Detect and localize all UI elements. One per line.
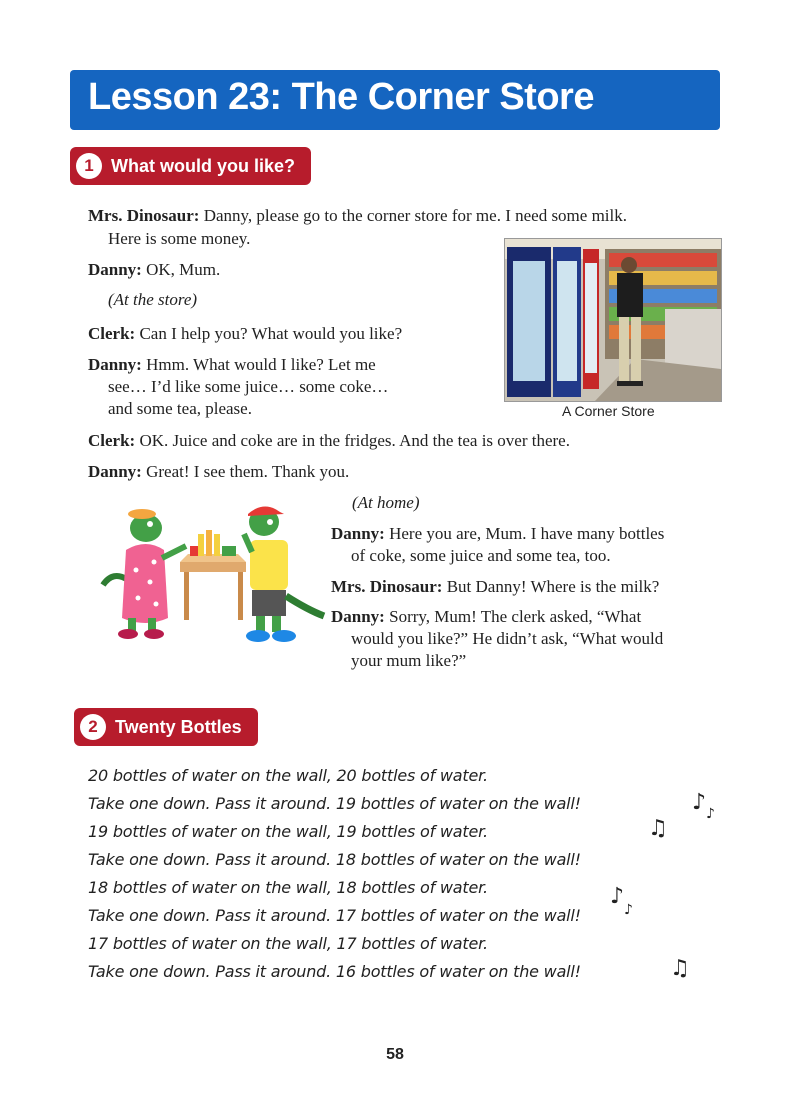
- dialogue-line: and some tea, please.: [108, 399, 252, 418]
- dialogue-line: of coke, some juice and some tea, too.: [351, 546, 611, 565]
- song-line: Take one down. Pass it around. 19 bottles of water on the wall!: [88, 794, 581, 813]
- dialogue-line: Clerk: OK. Juice and coke are in the fridges. And the tea is over there.: [88, 431, 570, 450]
- music-note-icon: ♪: [692, 790, 707, 815]
- dialogue-line: Danny: Hmm. What would I like? Let me: [88, 355, 376, 374]
- dialogue-line: Danny: OK, Mum.: [88, 260, 221, 279]
- dialogue-line: Mrs. Dinosaur: But Danny! Where is the milk?: [331, 577, 660, 596]
- dialogue-line: Danny: Here you are, Mum. I have many bottles: [331, 524, 665, 543]
- section-2-label: Twenty Bottles: [115, 716, 242, 737]
- music-note-icon: ♪: [610, 884, 625, 909]
- music-note-icon: ♪: [624, 902, 633, 918]
- song-line: 17 bottles of water on the wall, 17 bottles of water.: [88, 934, 488, 953]
- dialogue-line: would you like?” He didn’t ask, “What would: [351, 629, 664, 648]
- section-2-tab: [74, 708, 258, 746]
- photo-caption: A Corner Store: [562, 403, 655, 419]
- page-number: 58: [386, 1046, 404, 1063]
- lesson-title: Lesson 23: The Corner Store: [88, 76, 594, 118]
- song-line: 20 bottles of water on the wall, 20 bottles of water.: [88, 766, 488, 785]
- section-1-label: What would you like?: [111, 155, 295, 176]
- dialogue-line: Danny: Great! I see them. Thank you.: [88, 462, 350, 481]
- lesson-title-bar: [70, 70, 720, 130]
- dialogue-line: see… I’d like some juice… some coke…: [108, 377, 389, 396]
- song-line: 19 bottles of water on the wall, 19 bottles of water.: [88, 822, 488, 841]
- corner-store-photo: [504, 238, 722, 402]
- section-1-number: 1: [76, 153, 102, 179]
- dialogue-line: Danny: Sorry, Mum! The clerk asked, “What: [331, 607, 642, 626]
- music-note-icon: ♫: [648, 816, 668, 841]
- dialogue-line: Mrs. Dinosaur: Danny, please go to the corner store for me. I need some milk.: [88, 206, 627, 225]
- song-line: Take one down. Pass it around. 18 bottles of water on the wall!: [88, 850, 581, 869]
- song-line: 18 bottles of water on the wall, 18 bottles of water.: [88, 878, 488, 897]
- music-note-icon: ♪: [706, 806, 715, 822]
- dialogue-line: your mum like?”: [351, 651, 467, 670]
- dinosaur-illustration: [98, 500, 328, 660]
- stage-direction: (At home): [352, 493, 420, 512]
- dialogue-line: Here is some money.: [108, 229, 251, 248]
- stage-direction: (At the store): [108, 290, 198, 309]
- song-line: Take one down. Pass it around. 16 bottles of water on the wall!: [88, 962, 581, 981]
- section-2-number: 2: [80, 714, 106, 740]
- section-1-tab: [70, 147, 311, 185]
- music-note-icon: ♫: [670, 956, 690, 981]
- song-line: Take one down. Pass it around. 17 bottles of water on the wall!: [88, 906, 581, 925]
- dialogue-line: Clerk: Can I help you? What would you like?: [88, 324, 403, 343]
